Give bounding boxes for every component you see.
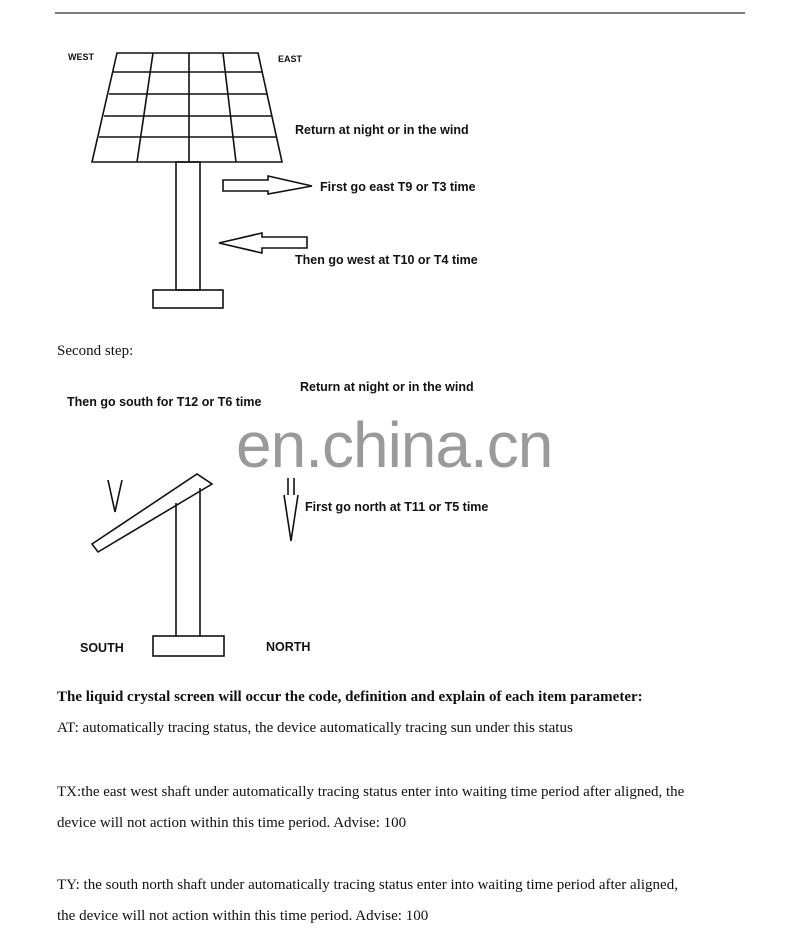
- south-label: SOUTH: [80, 641, 124, 655]
- east-label: EAST: [278, 54, 303, 64]
- watermark: en.china.cn: [236, 409, 553, 481]
- north-arrow-text: First go north at T11 or T5 time: [305, 500, 489, 514]
- param-ty-line1: TY: the south north shaft under automatically tracing status enter into waiting time period after aligned,: [57, 877, 678, 893]
- param-ty-line2: the device will not action within this time period. Advise: 100: [57, 908, 429, 924]
- solar-panel-icon: [92, 53, 282, 162]
- west-arrow-text: Then go west at T10 or T4 time: [295, 253, 478, 267]
- south-arrow-text: Then go south for T12 or T6 time: [67, 395, 262, 409]
- param-tx-line1: TX:the east west shaft under automatically tracing status enter into waiting time period after aligned, the: [57, 784, 685, 800]
- return-text-1: Return at night or in the wind: [295, 123, 469, 137]
- return-text-2: Return at night or in the wind: [300, 380, 474, 394]
- arrow-down-icon: [108, 480, 122, 512]
- params-heading: The liquid crystal screen will occur the code, definition and explain of each item parameter:: [57, 689, 643, 705]
- section-label: Second step:: [57, 343, 134, 359]
- param-tx-line2: device will not action within this time period. Advise: 100: [57, 815, 407, 831]
- arrow-down-icon: [284, 495, 298, 541]
- west-label: WEST: [68, 52, 94, 62]
- arrow-right-icon: [223, 176, 312, 194]
- param-at: AT: automatically tracing status, the device automatically tracing sun under this status: [57, 720, 573, 736]
- arrow-left-icon: [219, 233, 307, 253]
- east-arrow-text: First go east T9 or T3 time: [320, 180, 476, 194]
- north-label: NORTH: [266, 640, 311, 654]
